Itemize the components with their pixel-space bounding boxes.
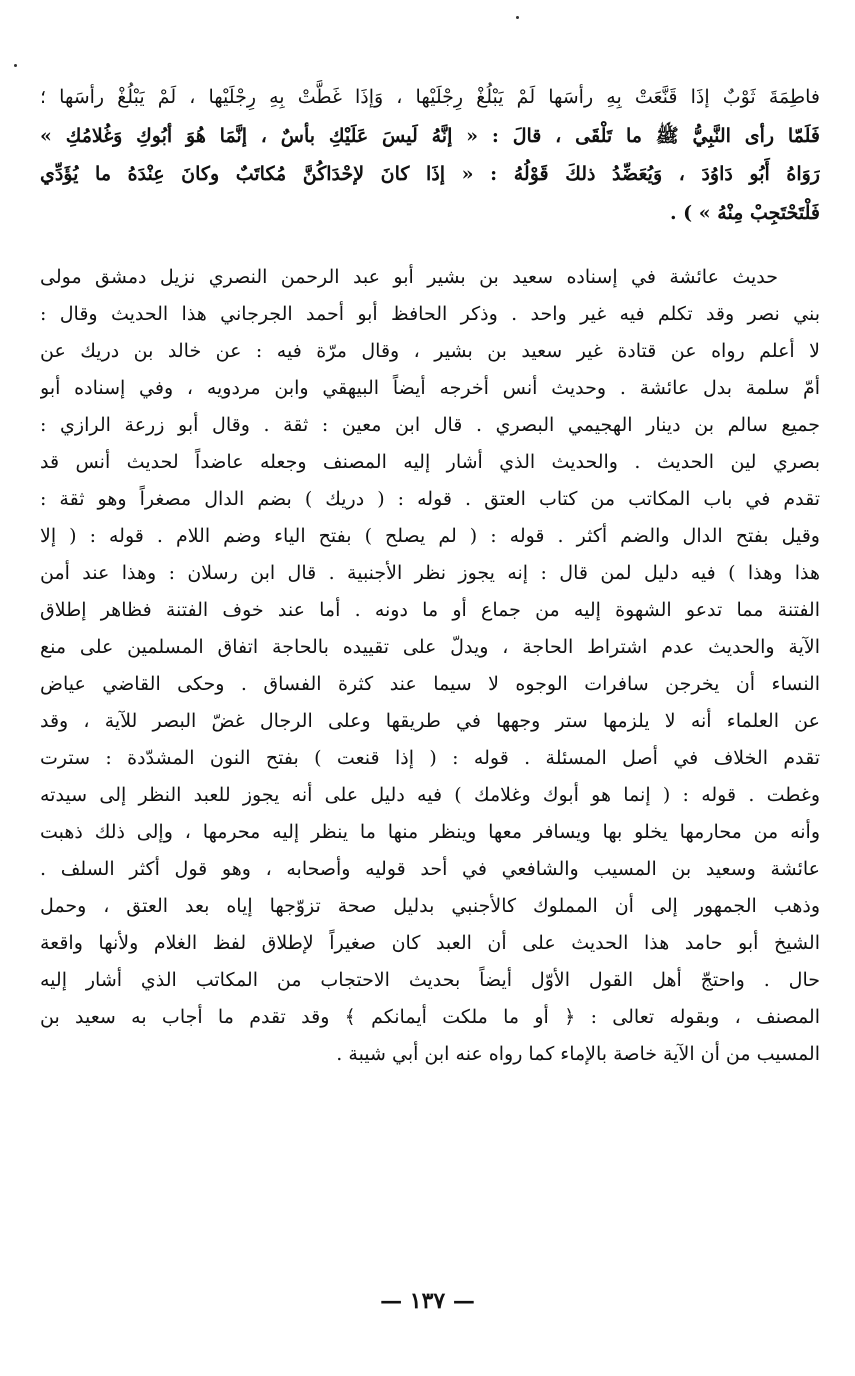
commentary-text [40, 259, 820, 1073]
commentary-line: حال . واحتجّ أهل القول الأوّل أيضاً بحديث الاحتجاب من المكاتب الذي أشار إليه [40, 969, 820, 991]
hadith-line: فَلَمّا رأى النَّبِيُّ ﷺ ما تَلْقَى ، قالَ : « إنَّهُ لَيسَ عَلَيْكِ بأسٌ ، إنَّمَا هُوَ أبُوكِ وَغُلامُكِ » [40, 124, 820, 147]
commentary-line: جميع سالم بن دينار الهجيمي البصري . قال ابن معين : ثقة . وقال أبو زرعة الرازي : [40, 414, 820, 436]
commentary-line: أمّ سلمة بدل عائشة . وحديث أنس أخرجه أيضاً البيهقي وابن مردويه ، وفي إسناده أبو [40, 377, 820, 399]
hadith-text [40, 78, 820, 232]
paper-speck [14, 64, 17, 67]
commentary-line: وذهب الجمهور إلى أن المملوك كالأجنبي بدليل صحة تزوّجها إياه بعد العتق ، وحمل [40, 895, 820, 917]
commentary-line: تقدم الخلاف في أصل المسئلة . قوله : ( إذا قنعت ) بفتح النون المشدّدة : سترت [40, 747, 820, 769]
commentary-line: المصنف ، وبقوله تعالى : ﴿ أو ما ملكت أيمانكم ﴾ وقد تقدم ما أجاب به سعيد بن [40, 1006, 820, 1028]
commentary-line: تقدم في باب المكاتب من كتاب العتق . قوله : ( دريك ) بضم الدال مصغراً وهو ثقة : [40, 488, 820, 510]
commentary-line: الفتنة مما تدعو الشهوة إليه من جماع أو ما دونه . أما عند خوف الفتنة فظاهر إطلاق [40, 599, 820, 621]
commentary-line: لا أعلم رواه عن قتادة غير سعيد بن بشير ، وقال مرّة فيه : عن خالد بن دريك عن [40, 340, 820, 362]
page-number: — ١٣٧ — [380, 1288, 475, 1314]
commentary-line: المسيب من أن الآية خاصة بالإماء كما رواه عنه ابن أبي شيبة . [336, 1043, 820, 1065]
hadith-line: فاطِمَةَ ثَوْبٌ إذَا قَنَّعَتْ بِهِ رأسَها لَمْ يَبْلُغْ رِجْلَيْها ، وَإذَا غَطَّتْ بِهِ رِجْلَيْها ، لَمْ يَبْلُغْ رأسَها ؛ [40, 86, 820, 108]
commentary-line: عائشة وسعيد بن المسيب والشافعي في أحد قوليه وأصحابه ، وهو قول أكثر السلف . [40, 858, 820, 880]
hadith-line: رَوَاهُ أَبُو دَاوُدَ ، وَيُعَضِّدُ ذلكَ قَوْلُهُ : « إذَا كانَ لإحْدَاكُنَّ مُكاتَبٌ وكانَ عِنْدَهُ ما يُؤَدِّي [40, 163, 820, 185]
commentary-line: الآية والحديث عدم اشتراط الحاجة ، ويدلّ على تقييده بالحاجة اتفاق المسلمين على منع [40, 636, 820, 658]
commentary-line: بني نصر وقد تكلم فيه غير واحد . وذكر الحافظ أبو أحمد الجرجاني هذا الحديث وقال : [40, 303, 820, 325]
hadith-line: فَلْتَحْتَجِبْ مِنْهُ » ) . [669, 201, 820, 224]
commentary-line: عن العلماء أنه لا يلزمها ستر وجهها في طريقها وعلى الرجال غضّ البصر للآية ، وقد [40, 710, 820, 732]
commentary-line: بصري لين الحديث . والحديث الذي أشار إليه المصنف وجعله عاضداً لحديث أنس قد [40, 451, 820, 473]
commentary-line: هذا وهذا ) فيه دليل لمن قال : إنه يجوز نظر الأجنبية . قال ابن رسلان : وهذا عند أمن [40, 562, 820, 584]
commentary-line: النساء أن يخرجن سافرات الوجوه لا سيما عند كثرة الفساق . وحكى القاضي عياض [40, 673, 820, 695]
commentary-line: وأنه من محارمها يخلو بها ويسافر معها وينظر منها ما ينظر إليه محرمها ، وإلى ذلك ذهبت [40, 821, 820, 843]
commentary-line: وقيل بفتح الدال والضم أكثر . قوله : ( لم يصلح ) بفتح الياء وضم اللام . قوله : ( إلا [40, 525, 820, 547]
page-body [40, 78, 820, 1073]
paper-speck [516, 16, 519, 19]
commentary-line: حديث عائشة في إسناده سعيد بن بشير أبو عبد الرحمن النصري نزيل دمشق مولى [40, 266, 778, 288]
commentary-line: وغطت . قوله : ( إنما هو أبوك وغلامك ) فيه دليل على أنه يجوز للعبد النظر إلى سيدته [40, 784, 820, 806]
commentary-line: الشيخ أبو حامد هذا الحديث على أن العبد كان صغيراً لإطلاق لفظ الغلام ولأنها واقعة [40, 932, 820, 954]
